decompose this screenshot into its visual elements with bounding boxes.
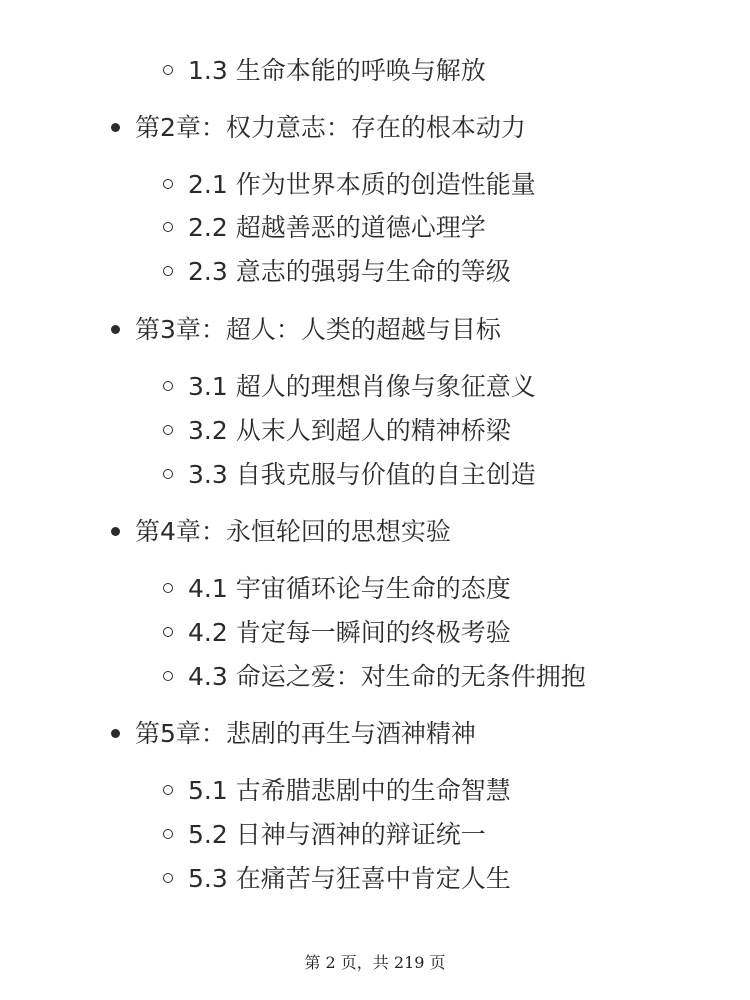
filled-bullet-icon: [111, 729, 120, 738]
toc-item-text: 5.1 古希腊悲剧中的生命智慧: [188, 776, 511, 805]
toc-section-3-3: [0, 455, 750, 495]
toc-section-3-1: [0, 367, 750, 407]
toc-section-2-2: [0, 208, 750, 248]
toc-section-5-2: [0, 815, 750, 855]
page-number-footer: 第 2 页，共 219 页: [304, 953, 446, 972]
toc-chapter-5: [0, 714, 750, 754]
hollow-bullet-icon: [163, 627, 173, 637]
toc-item-text: 2.2 超越善恶的道德心理学: [188, 213, 486, 242]
hollow-bullet-icon: [163, 785, 173, 795]
hollow-bullet-icon: [163, 873, 173, 883]
toc-section-3-2: [0, 411, 750, 451]
toc-item-text: 2.1 作为世界本质的创造性能量: [188, 170, 536, 199]
toc-section-4-3: [0, 657, 750, 697]
toc-chapter-4: [0, 512, 750, 552]
toc-item-text: 5.3 在痛苦与狂喜中肯定人生: [188, 864, 511, 893]
toc-section-5-3: [0, 859, 750, 899]
hollow-bullet-icon: [163, 425, 173, 435]
toc-item-text: 5.2 日神与酒神的辩证统一: [188, 820, 486, 849]
toc-item-text: 1.3 生命本能的呼唤与解放: [188, 56, 486, 85]
toc-item-text: 4.2 肯定每一瞬间的终极考验: [188, 618, 511, 647]
filled-bullet-icon: [111, 527, 120, 536]
hollow-bullet-icon: [163, 381, 173, 391]
toc-section-2-1: [0, 165, 750, 205]
toc-item-text: 第4章：永恒轮回的思想实验: [135, 517, 451, 546]
toc-item-text: 4.1 宇宙循环论与生命的态度: [188, 574, 511, 603]
hollow-bullet-icon: [163, 266, 173, 276]
toc-item-text: 3.3 自我克服与价值的自主创造: [188, 460, 536, 489]
toc-item-text: 第2章：权力意志：存在的根本动力: [135, 113, 526, 142]
filled-bullet-icon: [111, 325, 120, 334]
hollow-bullet-icon: [163, 222, 173, 232]
hollow-bullet-icon: [163, 65, 173, 75]
toc-chapter-3: [0, 310, 750, 350]
toc-item-text: 第3章：超人：人类的超越与目标: [135, 315, 501, 344]
toc-item-text: 2.3 意志的强弱与生命的等级: [188, 257, 511, 286]
hollow-bullet-icon: [163, 583, 173, 593]
toc-section-5-1: [0, 771, 750, 811]
toc-item-text: 4.3 命运之爱：对生命的无条件拥抱: [188, 662, 586, 691]
hollow-bullet-icon: [163, 179, 173, 189]
filled-bullet-icon: [111, 123, 120, 132]
toc-chapter-2: [0, 108, 750, 148]
hollow-bullet-icon: [163, 829, 173, 839]
toc-section-2-3: [0, 252, 750, 292]
toc-item-text: 第5章：悲剧的再生与酒神精神: [135, 719, 476, 748]
hollow-bullet-icon: [163, 469, 173, 479]
hollow-bullet-icon: [163, 671, 173, 681]
toc-section-4-2: [0, 613, 750, 653]
toc-section-1-3: [0, 51, 750, 91]
toc-item-text: 3.1 超人的理想肖像与象征意义: [188, 372, 536, 401]
toc-section-4-1: [0, 569, 750, 609]
toc-item-text: 3.2 从末人到超人的精神桥梁: [188, 416, 511, 445]
